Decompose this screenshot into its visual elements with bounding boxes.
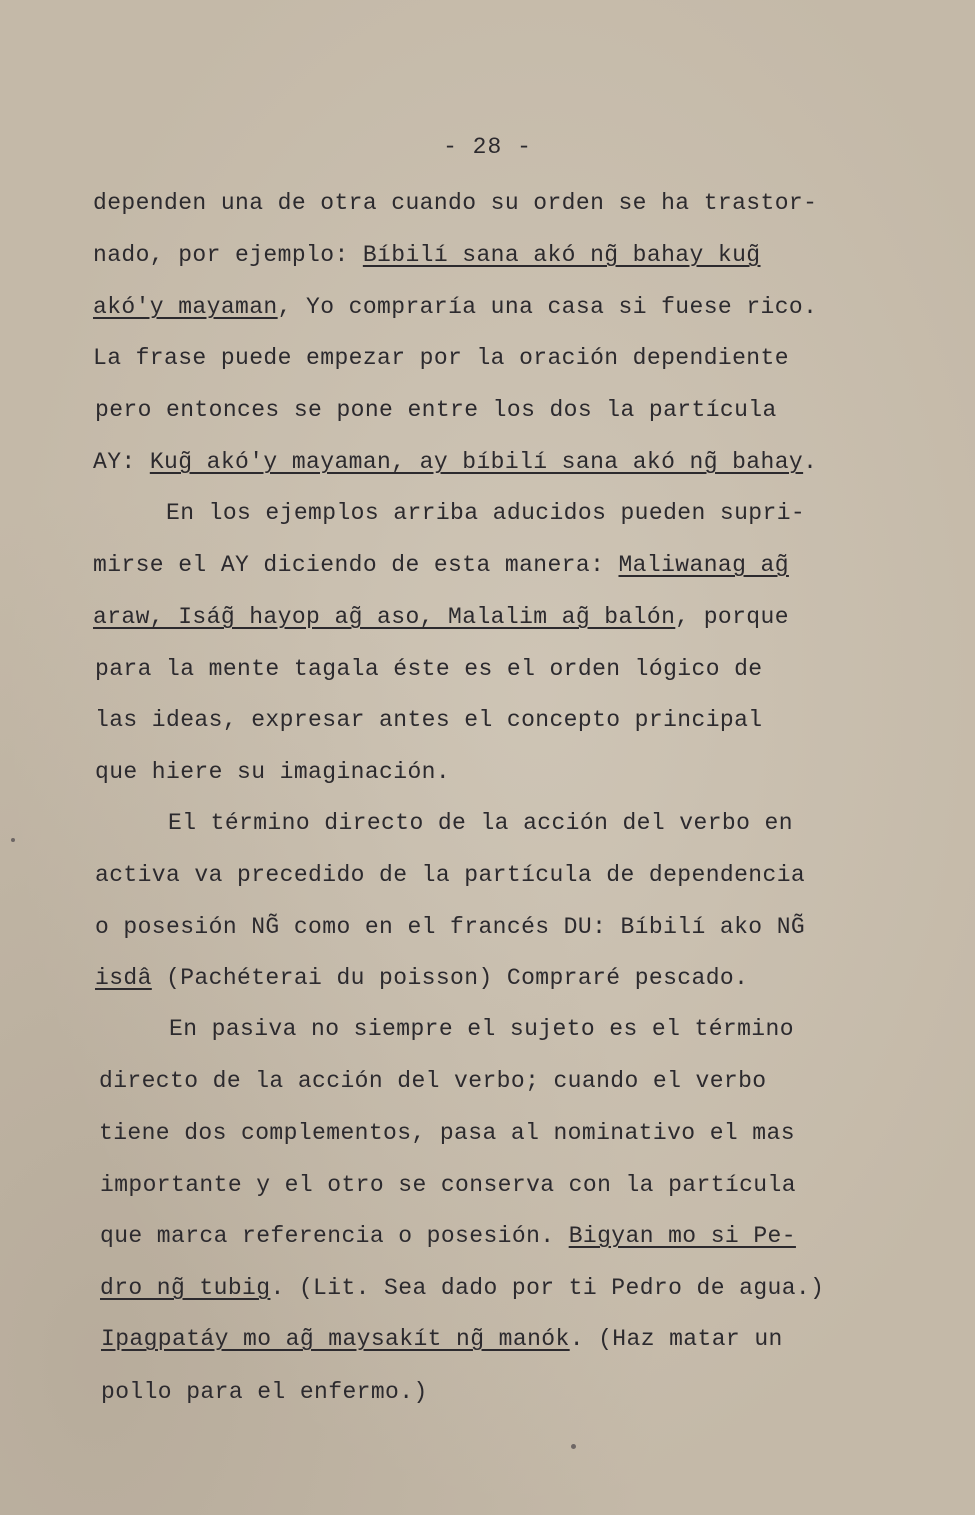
text-line — [95, 498, 805, 528]
text-segment: pollo para el enfermo.) — [101, 1379, 428, 1405]
text-segment: , porque — [675, 604, 789, 630]
text-line — [95, 912, 805, 942]
text-segment: AY: — [93, 449, 150, 475]
text-line — [95, 757, 450, 787]
text-segment: nado, por ejemplo: — [93, 242, 363, 268]
text-segment: para la mente tagala éste es el orden lógico de — [95, 656, 763, 682]
text-segment: tiene dos complementos, pasa al nominativo el mas — [99, 1120, 795, 1146]
text-line — [93, 602, 789, 632]
text-segment: que marca referencia o posesión. — [100, 1223, 569, 1249]
page-number: - 28 - — [443, 134, 532, 160]
text-line — [99, 1066, 767, 1096]
underlined-example: Maliwanag ag̃ — [618, 552, 789, 578]
underlined-example: isdâ — [95, 965, 152, 991]
text-segment: En pasiva no siempre el sujeto es el término — [98, 1016, 794, 1042]
text-segment: . (Haz matar un — [569, 1326, 783, 1352]
underlined-example: Kug̃ akó'y mayaman, ay bíbilí sana akó ng̃ bahay — [149, 449, 804, 475]
text-segment: . (Lit. Sea dado por ti Pedro de agua.) — [270, 1275, 825, 1301]
text-line — [97, 808, 793, 838]
text-segment: importante y el otro se conserva con la partícula — [100, 1172, 796, 1198]
text-line — [95, 654, 763, 684]
text-line — [100, 1273, 824, 1303]
text-line — [93, 550, 789, 580]
text-line — [101, 1377, 428, 1407]
text-segment: directo de la acción del verbo; cuando el verbo — [99, 1068, 767, 1094]
text-segment: . — [803, 449, 818, 475]
text-segment: o posesión NG̃ como en el francés DU: Bíbilí ako NG̃ — [95, 914, 806, 940]
text-line — [95, 395, 777, 425]
text-segment: La frase puede empezar por la oración dependiente — [93, 345, 789, 371]
text-segment: pero entonces se pone entre los dos la partícula — [95, 397, 777, 423]
ink-speck — [571, 1444, 576, 1449]
text-segment: activa va precedido de la partícula de dependencia — [95, 862, 806, 888]
text-line — [100, 1170, 796, 1200]
underlined-example: araw, Iság̃ hayop ag̃ aso, Malalim ag̃ balón — [93, 604, 676, 630]
text-line — [93, 343, 789, 373]
text-line — [93, 447, 817, 477]
text-line — [93, 240, 761, 270]
text-segment: dependen una de otra cuando su orden se ha trastor- — [93, 190, 818, 216]
text-segment: las ideas, expresar antes el concepto principal — [95, 707, 763, 733]
underlined-example: Ipagpatáy mo ag̃ maysakít ng̃ manók — [101, 1326, 570, 1352]
ink-speck — [11, 838, 15, 842]
text-line — [99, 1118, 795, 1148]
text-line — [98, 1014, 794, 1044]
text-segment: (Pachéterai du poisson) Compraré pescado. — [151, 965, 749, 991]
underlined-example: akó'y mayaman — [93, 294, 278, 320]
text-line — [93, 292, 817, 322]
text-segment: El término directo de la acción del verbo en — [97, 810, 793, 836]
text-line — [101, 1324, 783, 1354]
text-line — [93, 188, 817, 218]
text-line — [100, 1221, 796, 1251]
underlined-example: Bíbilí sana akó ng̃ bahay kug̃ — [362, 242, 761, 268]
underlined-example: dro ng̃ tubig — [100, 1275, 271, 1301]
text-line — [95, 963, 748, 993]
text-segment: En los ejemplos arriba aducidos pueden supri- — [95, 500, 806, 526]
text-segment: que hiere su imaginación. — [95, 759, 451, 785]
text-line — [95, 860, 805, 890]
text-segment: mirse el AY diciendo de esta manera: — [93, 552, 619, 578]
underlined-example: Bigyan mo si Pe- — [568, 1223, 796, 1249]
text-segment: , Yo compraría una casa si fuese rico. — [277, 294, 818, 320]
text-line — [95, 705, 763, 735]
